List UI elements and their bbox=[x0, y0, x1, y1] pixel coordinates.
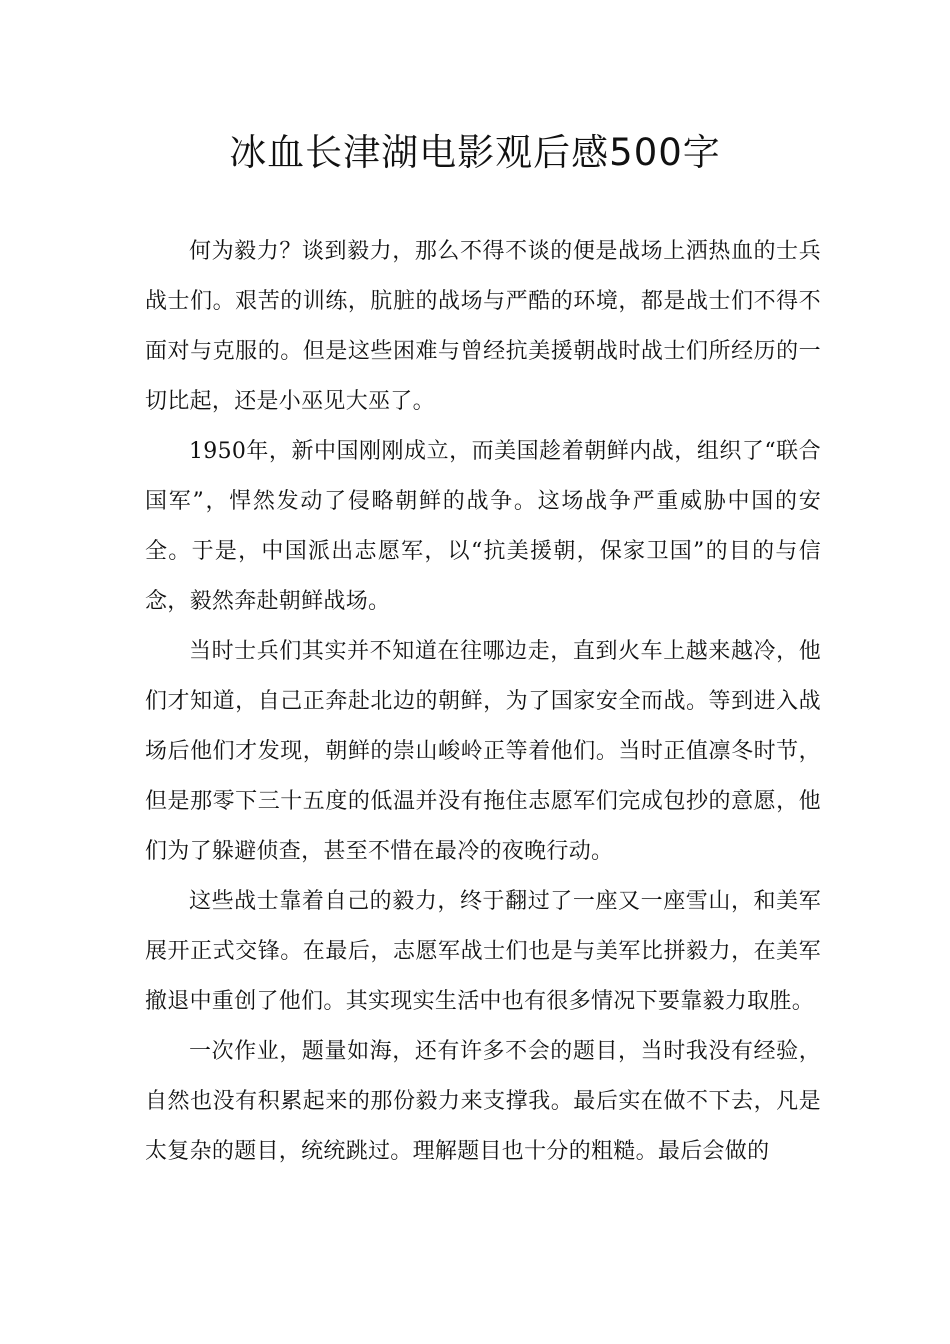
document-title: 冰血长津湖电影观后感500字 bbox=[229, 131, 721, 174]
paragraph: 1950年，新中国刚刚成立，而美国趁着朝鲜内战，组织了“联合国军”，悍然发动了侵略朝鲜的战争。这场战争严重威胁中国的安全。于是，中国派出志愿军，以“抗美援朝，保家卫国”的目的与信念，毅然奔赴朝鲜战场。 bbox=[145, 439, 821, 614]
document-body bbox=[145, 227, 821, 1177]
paragraph: 这些战士靠着自己的毅力，终于翻过了一座又一座雪山，和美军展开正式交锋。在最后，志愿军战士们也是与美军比拼毅力，在美军撤退中重创了他们。其实现实生活中也有很多情况下要靠毅力取胜。 bbox=[145, 889, 821, 1014]
paragraph: 何为毅力？谈到毅力，那么不得不谈的便是战场上洒热血的士兵战士们。艰苦的训练，肮脏的战场与严酷的环境，都是战士们不得不面对与克服的。但是这些困难与曾经抗美援朝战时战士们所经历的一切比起，还是小巫见大巫了。 bbox=[145, 239, 821, 414]
paragraph: 一次作业，题量如海，还有许多不会的题目，当时我没有经验，自然也没有积累起来的那份毅力来支撑我。最后实在做不下去，凡是太复杂的题目，统统跳过。理解题目也十分的粗糙。最后会做的 bbox=[145, 1039, 821, 1164]
paragraph: 当时士兵们其实并不知道在往哪边走，直到火车上越来越冷，他们才知道，自己正奔赴北边的朝鲜，为了国家安全而战。等到进入战场后他们才发现，朝鲜的崇山峻岭正等着他们。当时正值凛冬时节，但是那零下三十五度的低温并没有拖住志愿军们完成包抄的意愿，他们为了躲避侦查，甚至不惜在最冷的夜晚行动。 bbox=[145, 639, 821, 864]
